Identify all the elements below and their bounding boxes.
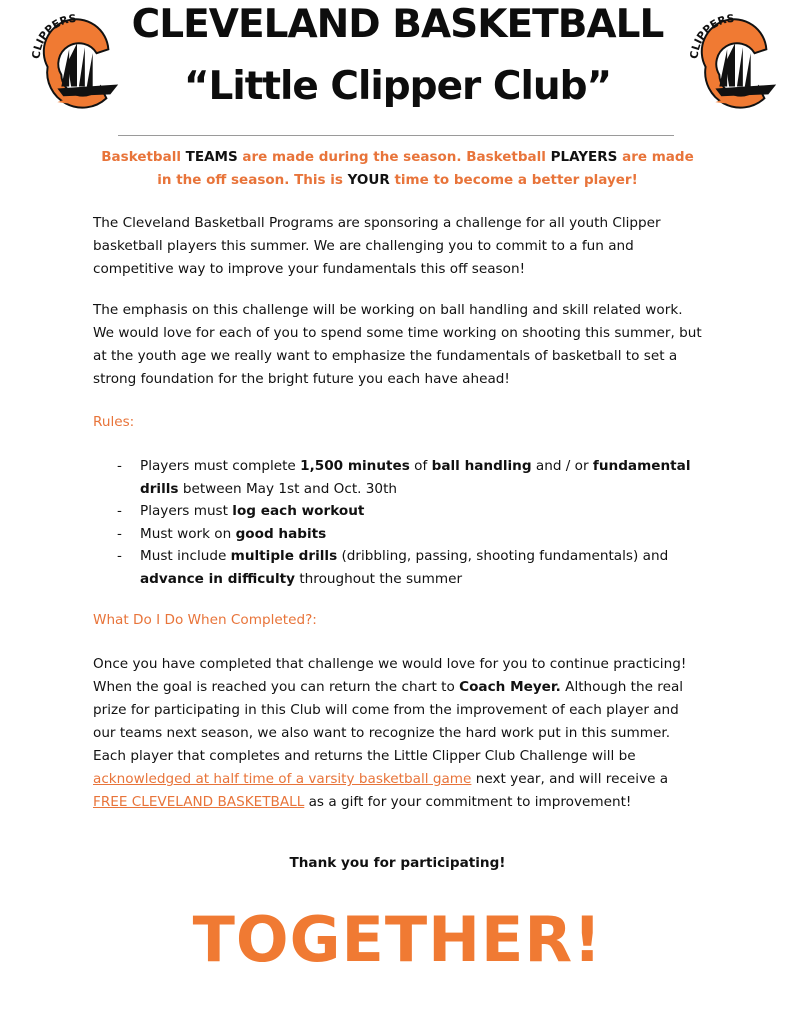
tagline xyxy=(95,146,700,192)
rule-text: and / or xyxy=(531,458,593,474)
rule-emphasis: multiple drills xyxy=(230,548,338,564)
rule-emphasis: fundamental drills xyxy=(140,458,691,497)
rules-heading: Rules: xyxy=(93,414,135,430)
tagline-text: are made in the off season. This is xyxy=(157,149,694,188)
tagline-emphasis: PLAYERS xyxy=(550,149,618,165)
thank-you-text: Thank you for participating! xyxy=(289,855,506,871)
list-item xyxy=(93,545,705,590)
rule-emphasis: good habits xyxy=(235,525,327,542)
divider xyxy=(118,135,674,136)
completed-heading: What Do I Do When Completed?: xyxy=(93,612,317,628)
rule-emphasis: log each workout xyxy=(232,503,365,519)
rule-text: Players must complete xyxy=(140,458,301,474)
list-dash: - xyxy=(117,525,122,542)
rule-text: Players must xyxy=(140,503,233,519)
recognition-link[interactable]: acknowledged at half time of a varsity basketball game xyxy=(93,771,472,787)
free-basketball-link[interactable]: FREE CLEVELAND BASKETBALL xyxy=(93,794,305,810)
rule-emphasis: advance in difficulty xyxy=(140,570,296,587)
tagline-text: time to become a better player! xyxy=(389,172,638,188)
tagline-emphasis: YOUR xyxy=(347,172,390,188)
list-dash: - xyxy=(117,503,122,519)
emphasis-paragraph: The emphasis on this challenge will be working on ball handling and skill related work. We would love for each of you to spend some time working on shooting this summer, but at the youth age we really want to emphasize the fundamentals of basketball to set a strong foundation for the bright future you each have ahead! xyxy=(93,302,702,387)
rule-text: Must work on xyxy=(140,525,236,542)
rule-text: of xyxy=(409,458,432,474)
rule-text: throughout the summer xyxy=(295,570,463,587)
completed-text: Once you have completed that challenge we would love for you to continue practicing! When the goal is reached you can return the chart to xyxy=(93,656,687,695)
intro-paragraph: The Cleveland Basketball Programs are sponsoring a challenge for all youth Clipper basketball players this summer. We are challenging you to commit to a fun and competitive way to improve your fundamentals this off season! xyxy=(93,215,661,277)
completed-paragraph xyxy=(93,653,705,814)
list-item xyxy=(93,455,705,500)
list-dash: - xyxy=(117,458,122,474)
list-item xyxy=(93,523,705,546)
tagline-emphasis: TEAMS xyxy=(185,149,238,165)
completed-text: as a gift for your commitment to improvement! xyxy=(304,794,632,810)
page-subtitle: “Little Clipper Club” xyxy=(183,64,612,109)
rule-text: between May 1st and Oct. 30th xyxy=(178,480,398,497)
rule-emphasis: ball handling xyxy=(431,458,532,474)
list-dash: - xyxy=(117,548,122,564)
together-slogan: TOGETHER! xyxy=(192,903,603,976)
coach-name: Coach Meyer. xyxy=(459,679,561,695)
list-item xyxy=(93,500,705,523)
logo-text: CLIPPERS xyxy=(29,11,78,60)
completed-text: next year, and will receive a xyxy=(471,771,669,787)
logo-text: CLIPPERS xyxy=(687,11,736,60)
tagline-text: Basketball xyxy=(101,149,186,165)
page-title: CLEVELAND BASKETBALL xyxy=(131,2,664,47)
rule-text: (dribbling, passing, shooting fundamentals) and xyxy=(337,548,669,564)
rules-list xyxy=(93,455,705,590)
rule-text: Must include xyxy=(140,548,231,564)
completed-text: Although the real prize for participating in this Club will come from the improvement of each player and our teams next season, we also want to recognize the hard work put in this summer. Each player that completes and returns the Little Clipper Club Challenge will be xyxy=(93,679,684,764)
tagline-text: are made during the season. Basketball xyxy=(237,149,551,165)
rule-emphasis: 1,500 minutes xyxy=(300,458,410,474)
